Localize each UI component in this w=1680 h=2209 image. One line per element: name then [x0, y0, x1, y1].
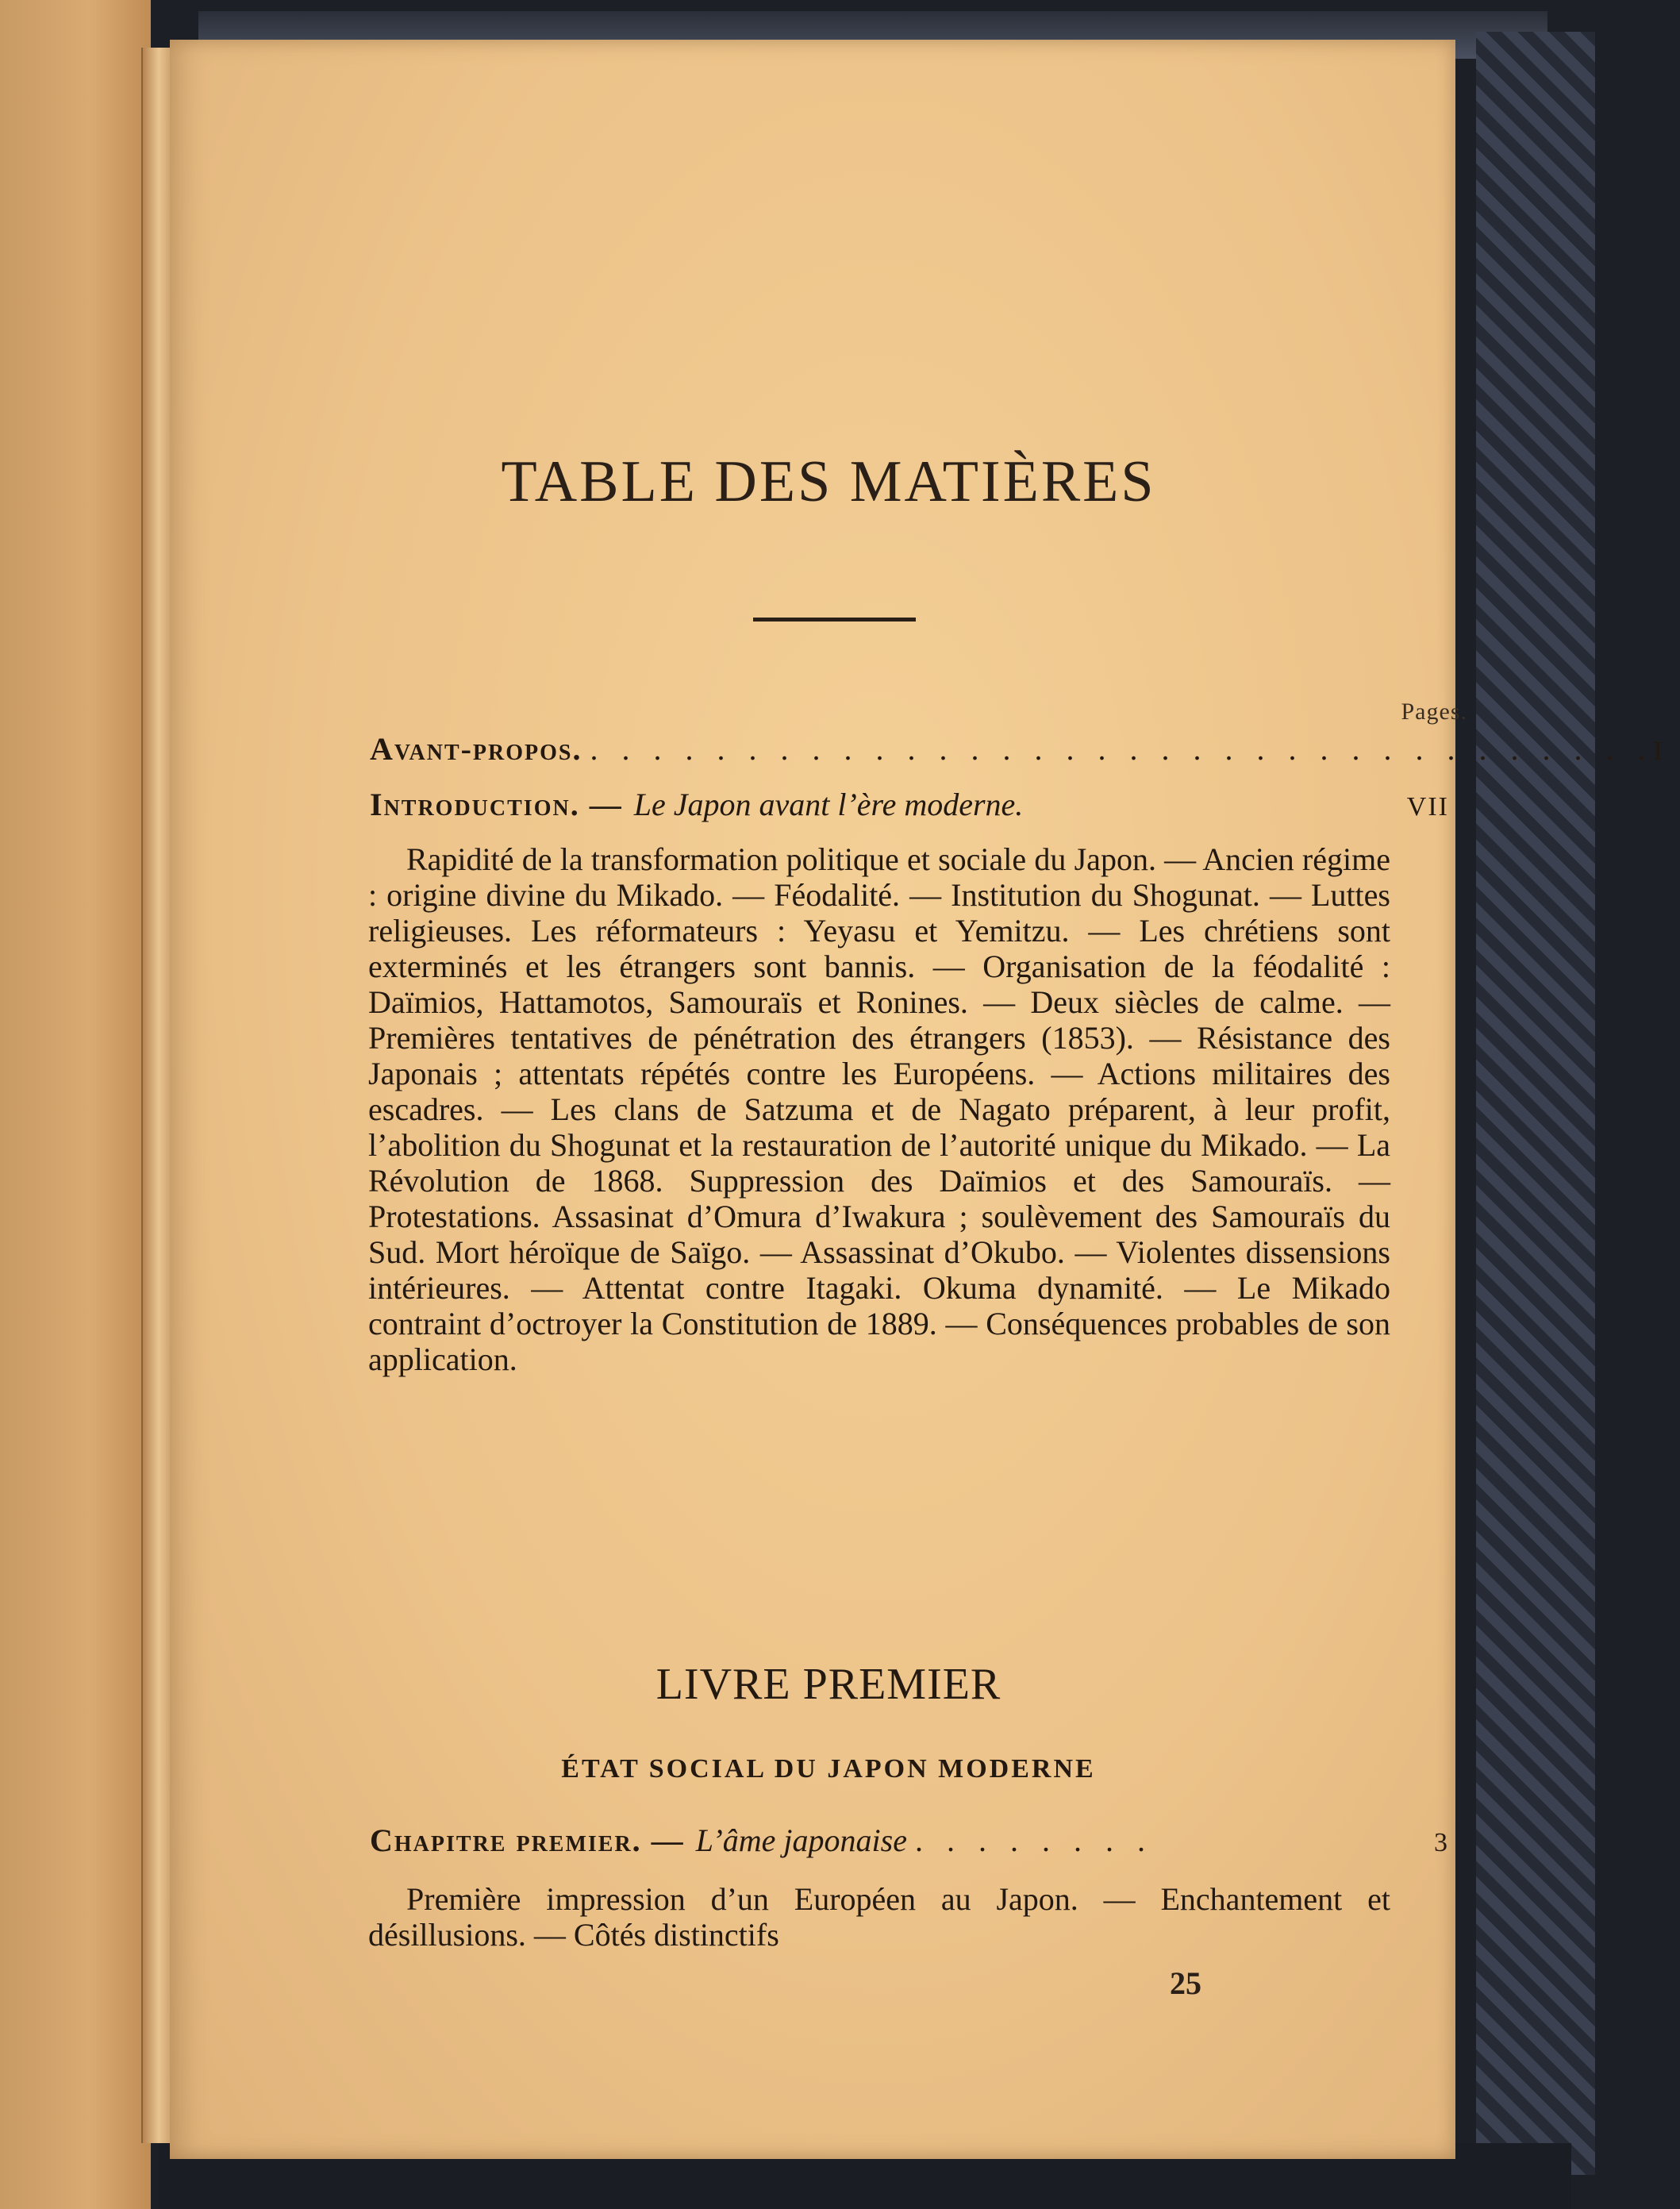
toc-leader-dots: . . . . . . . .: [914, 1822, 1153, 1858]
page-content: [170, 40, 1664, 2159]
toc-entry-subtitle: L’âme japonaise: [695, 1822, 907, 1858]
toc-entry-subtitle: Le Japon avant l’ère moderne.: [633, 787, 1024, 822]
toc-entry-label: Chapitre premier. —: [370, 1822, 685, 1858]
title-rule: [753, 618, 916, 622]
toc-entry-introduction: [370, 786, 1465, 823]
toc-entry-chapter-one: [370, 1822, 1465, 1859]
toc-entry-label: Avant-propos.: [370, 731, 582, 767]
chapter-one-summary: Première impression d’un Européen au Japon. — Enchantement et désillusions. — Côtés distinctifs: [368, 1881, 1390, 1953]
page-title: TABLE DES MATIÈRES: [501, 449, 1156, 514]
toc-entry-page: VII: [1406, 792, 1449, 822]
toc-entry-page: 3: [1434, 1828, 1449, 1857]
introduction-summary: Rapidité de la transformation politique et sociale du Japon. — Ancien régime : origine divine du Mikado. — Féodalité. — Institution du Shogunat. — Luttes religieuses. Les réformateurs : Yeyasu et Yemitzu. — Les chrétiens sont exterminés et les étrangers sont bannis. — Organisation de la féodalité : Daïmios, Hattamotos, Samouraïs et Ronines. — Deux siècles de calme. — Premières tentatives de pénétration des étrangers (1853). — Résistance des Japonais ; attentats répétés contre les Européens. — Actions militaires des escadres. — Les clans de Satzuma et de Nagato préparent, à leur profit, l’abolition du Shogunat et la restauration de l’autorité unique du Mikado. — La Révolution de 1868. Suppression des Daïmios et des Samouraïs. — Protestations. Assasinat d’Omura d’Iwakura ; soulèvement des Samouraïs du Sud. Mort héroïque de Saïgo. — Assassinat d’Okubo. — Violentes dissensions intérieures. — Attentat contre Itagaki. Okuma dynamité. — Le Mikado contraint d’octroyer la Constitution de 1889. — Conséquences probables de son application.: [368, 841, 1390, 1377]
pages-column-label: Pages.: [1401, 698, 1467, 725]
toc-entry-avant-propos: [370, 730, 1664, 768]
book-cover-right: [1476, 32, 1595, 2175]
book-one-subtitle: ÉTAT SOCIAL DU JAPON MODERNE: [561, 1754, 1096, 1784]
page-number: 25: [1170, 1965, 1201, 2001]
facing-page: [0, 0, 151, 2209]
toc-entry-page: I: [1653, 737, 1664, 766]
toc-entry-label: Introduction. —: [370, 787, 623, 822]
toc-leader-dots: . . . . . . . . . . . . . . . . . . . . . . . . . . . . . . . . . .: [590, 731, 1654, 767]
book-page: [170, 40, 1664, 2159]
book-one-heading: LIVRE PREMIER: [655, 1660, 1001, 1709]
